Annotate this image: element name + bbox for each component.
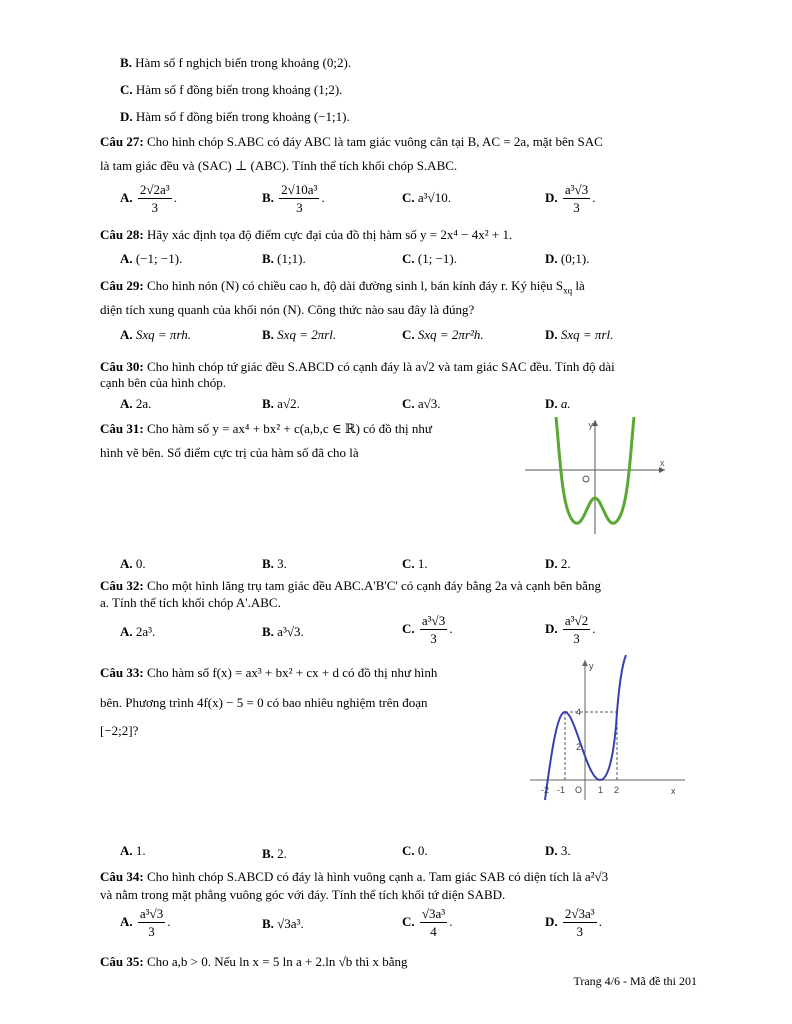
q33-option-c: C. 0. xyxy=(402,843,428,858)
q32-option-b: B. a³√3. xyxy=(262,624,304,639)
q27-option-b: B. $\frac{\text{2√10a³}}{3}$ . xyxy=(262,182,325,215)
q33-option-a: A. 1. xyxy=(120,843,146,858)
option-b-prev: B. Hàm số f nghịch biến trong khoảng (0;2). xyxy=(120,55,352,70)
q31-line1: Câu 31: Cho hàm số y = ax⁴ + bx² + c(a,b,c ∈ ℝ) có đồ thị như xyxy=(100,421,432,436)
q29-option-a: A. Sxq = πrh. xyxy=(120,327,192,342)
q31-option-c: C. 1. xyxy=(402,556,428,571)
q30-option-a: A. 2a. xyxy=(120,396,152,411)
q33-origin-label: O xyxy=(575,785,583,795)
q28-option-c: C. (1; −1). xyxy=(402,251,457,266)
q32-option-d: D. $\frac{\text{a³√2}}{3}$ . xyxy=(545,613,596,646)
q30-line1: Câu 30: Cho hình chóp tứ giác đều S.ABCD có cạnh đáy là a√2 và tam giác SAC đều. Tính độ dài xyxy=(100,359,615,374)
q29-line1: Câu 29: Cho hình nón (N) có chiều cao h, độ dài đường sinh l, bán kính đáy r. Ký hiệu $S_{xq}$ là xyxy=(100,278,585,296)
q33-tick-m2: -2 xyxy=(541,785,550,795)
q31-line2: hình vẽ bên. Số điểm cực trị của hàm số đã cho là xyxy=(100,445,359,460)
q32-option-a: A. 2a³. xyxy=(120,624,156,639)
q32-line2: a. Tính thể tích khối chóp A'.ABC. xyxy=(100,595,281,610)
option-c-prev: C. Hàm số f đồng biến trong khoảng (1;2). xyxy=(120,82,343,97)
q27-option-c: C. a³√10. xyxy=(402,190,451,205)
q34-option-d: D. $\frac{\text{2√3a³}}{3}$ . xyxy=(545,906,602,939)
q28-line: Câu 28: Hãy xác định tọa độ điểm cực đại của đồ thị hàm số y = 2x⁴ − 4x² + 1. xyxy=(100,227,513,242)
q31-x-label: x xyxy=(660,458,665,468)
q31-option-b: B. 3. xyxy=(262,556,287,571)
q28-option-b: B. (1;1). xyxy=(262,251,306,266)
q33-tick-2: 2 xyxy=(614,785,620,795)
q30-option-b: B. a√2. xyxy=(262,396,300,411)
q33-line1: Câu 33: Cho hàm số f(x) = ax³ + bx² + cx + d có đồ thị như hình xyxy=(100,665,438,680)
q34-option-c: C. $\frac{\text{√3a³}}{4}$ . xyxy=(402,906,453,939)
q33-y-arrow-icon xyxy=(582,660,588,666)
q33-option-b: B. 2. xyxy=(262,846,287,861)
q33-tick-m1: -1 xyxy=(557,785,566,795)
page-footer: Trang 4/6 - Mã đề thi 201 xyxy=(573,974,697,988)
q30-line2: cạnh bên của hình chóp. xyxy=(100,375,226,390)
q34-line2: và nằm trong mặt phẳng vuông góc với đáy. Tính thể tích khối tứ diện SABD. xyxy=(100,887,506,902)
q33-tick-1: 1 xyxy=(598,785,604,795)
q29-option-d: D. Sxq = πrl. xyxy=(545,327,614,342)
q28-option-a: A. (−1; −1). xyxy=(120,251,183,266)
q33-x-label: x xyxy=(671,786,676,796)
q31-origin-marker xyxy=(583,476,589,482)
q30-option-c: C. a√3. xyxy=(402,396,441,411)
q33-line3: [−2;2]? xyxy=(100,723,139,738)
q31-option-d: D. 2. xyxy=(545,556,571,571)
q28-option-d: D. (0;1). xyxy=(545,251,590,266)
q27-line1: Câu 27: Cho hình chóp S.ABC có đáy ABC là tam giác vuông cân tại B, AC = 2a, mặt bên SAC xyxy=(100,134,603,149)
q33-graph xyxy=(525,655,690,805)
q31-graph xyxy=(520,412,670,537)
q34-option-b: B. √3a³. xyxy=(262,916,304,931)
q31-option-a: A. 0. xyxy=(120,556,146,571)
q27-option-a: A. $\frac{\text{2√2a³}}{3}$ . xyxy=(120,182,177,215)
q34-line1: Câu 34: Cho hình chóp S.ABCD có đáy là hình vuông cạnh a. Tam giác SAB có diện tích là a²√3 xyxy=(100,869,609,884)
q33-option-d: D. 3. xyxy=(545,843,571,858)
q27-option-d: D. $\frac{\text{a³√3}}{3}$ . xyxy=(545,182,596,215)
q33-tick-y4: 4 xyxy=(576,707,582,717)
q29-line2: diện tích xung quanh của khối nón (N). Công thức nào sau đây là đúng? xyxy=(100,302,475,317)
q33-y-label: y xyxy=(589,661,594,671)
q32-line1: Câu 32: Cho một hình lăng trụ tam giác đều ABC.A'B'C' có cạnh đáy bằng 2a và cạnh bên bằng xyxy=(100,578,601,593)
q32-option-c: C. $\frac{\text{a³√3}}{3}$ . xyxy=(402,613,453,646)
q35-line: Câu 35: Cho a,b > 0. Nếu ln x = 5 ln a + 2.ln √b thì x bằng xyxy=(100,954,408,969)
option-d-prev: D. Hàm số f đồng biến trong khoảng (−1;1). xyxy=(120,109,350,124)
q33-line2: bên. Phương trình 4f(x) − 5 = 0 có bao nhiêu nghiệm trên đoạn xyxy=(100,695,428,710)
q34-option-a: A. $\frac{\text{a³√3}}{3}$ . xyxy=(120,906,171,939)
q27-line2: là tam giác đều và (SAC) ⊥ (ABC). Tính thể tích khối chóp S.ABC. xyxy=(100,158,458,173)
q33-tick-y2: 2 xyxy=(576,742,582,752)
q29-option-c: C. Sxq = 2πr²h. xyxy=(402,327,484,342)
q29-option-b: B. Sxq = 2πrl. xyxy=(262,327,337,342)
q30-option-d: D. a. xyxy=(545,396,571,411)
q31-y-label: y xyxy=(588,420,593,430)
